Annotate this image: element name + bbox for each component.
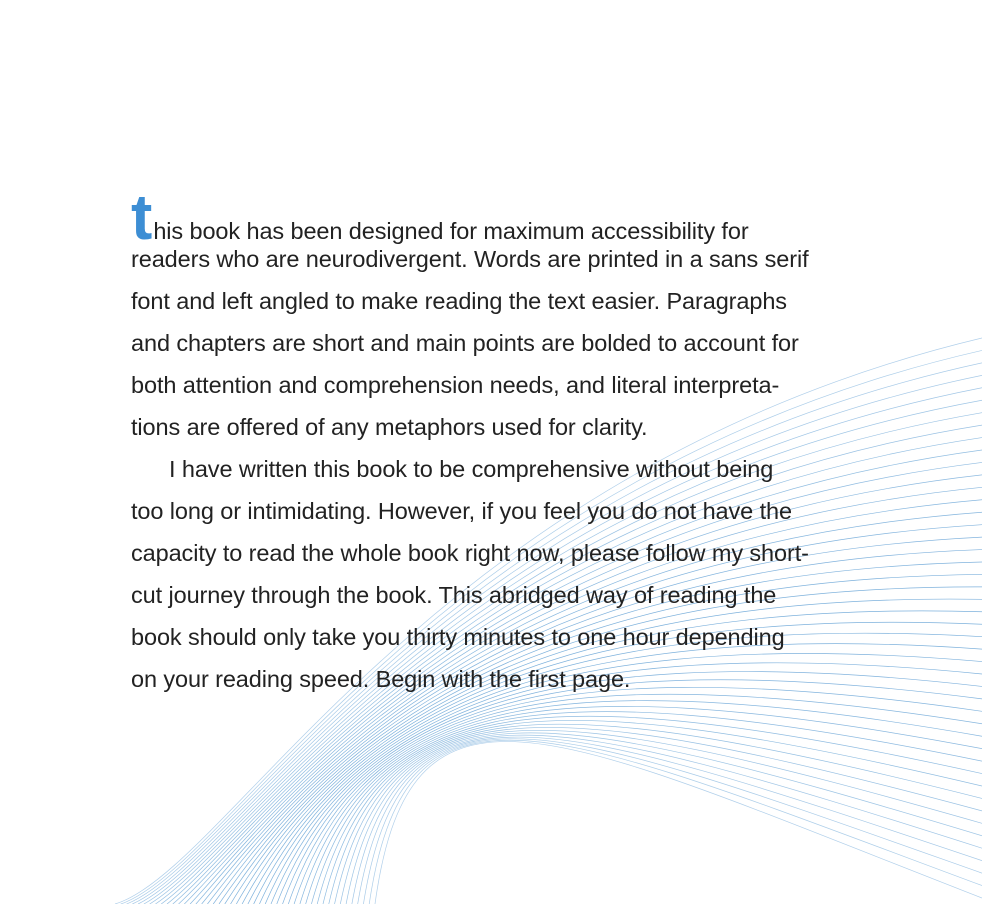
text-line bbox=[131, 181, 879, 253]
wave-line bbox=[346, 733, 982, 904]
wave-line bbox=[329, 724, 982, 904]
wave-line bbox=[277, 672, 982, 904]
wave-line bbox=[340, 730, 982, 904]
wave-line bbox=[283, 680, 982, 904]
wave-line bbox=[335, 727, 982, 904]
wave-line bbox=[300, 701, 982, 904]
wave-line bbox=[311, 712, 982, 904]
wave-line bbox=[358, 737, 982, 904]
text-line: font and left angled to make reading the text easier. Paragraphs bbox=[131, 288, 787, 314]
wave-line bbox=[288, 687, 982, 904]
body-text bbox=[131, 181, 879, 700]
text-line-content: I have written this book to be comprehensive without being bbox=[169, 456, 774, 482]
wave-line bbox=[306, 706, 982, 904]
text-line-content: his book has been designed for maximum accessibility for bbox=[153, 218, 749, 244]
wave-line bbox=[375, 742, 982, 904]
text-line bbox=[131, 448, 879, 490]
text-line: book should only take you thirty minutes to one hour depending bbox=[131, 624, 785, 650]
wave-line bbox=[352, 735, 982, 904]
text-line: capacity to read the whole book right now, please follow my short- bbox=[131, 540, 809, 566]
text-line: cut journey through the book. This abridged way of reading the bbox=[131, 582, 777, 608]
text-line: both attention and comprehension needs, and literal interpreta- bbox=[131, 372, 780, 398]
text-line: and chapters are short and main points are bolded to account for bbox=[131, 330, 799, 356]
wave-line bbox=[323, 720, 982, 904]
drop-cap: t bbox=[131, 181, 152, 253]
wave-line bbox=[363, 739, 982, 904]
text-line: tions are offered of any metaphors used for clarity. bbox=[131, 414, 648, 440]
text-line: too long or intimidating. However, if you feel you do not have the bbox=[131, 498, 792, 524]
text-line: readers who are neurodivergent. Words are printed in a sans serif bbox=[131, 246, 809, 272]
wave-line bbox=[317, 716, 982, 904]
text-line: on your reading speed. Begin with the first page. bbox=[131, 666, 631, 692]
wave-line bbox=[294, 694, 982, 904]
wave-line bbox=[369, 740, 982, 904]
